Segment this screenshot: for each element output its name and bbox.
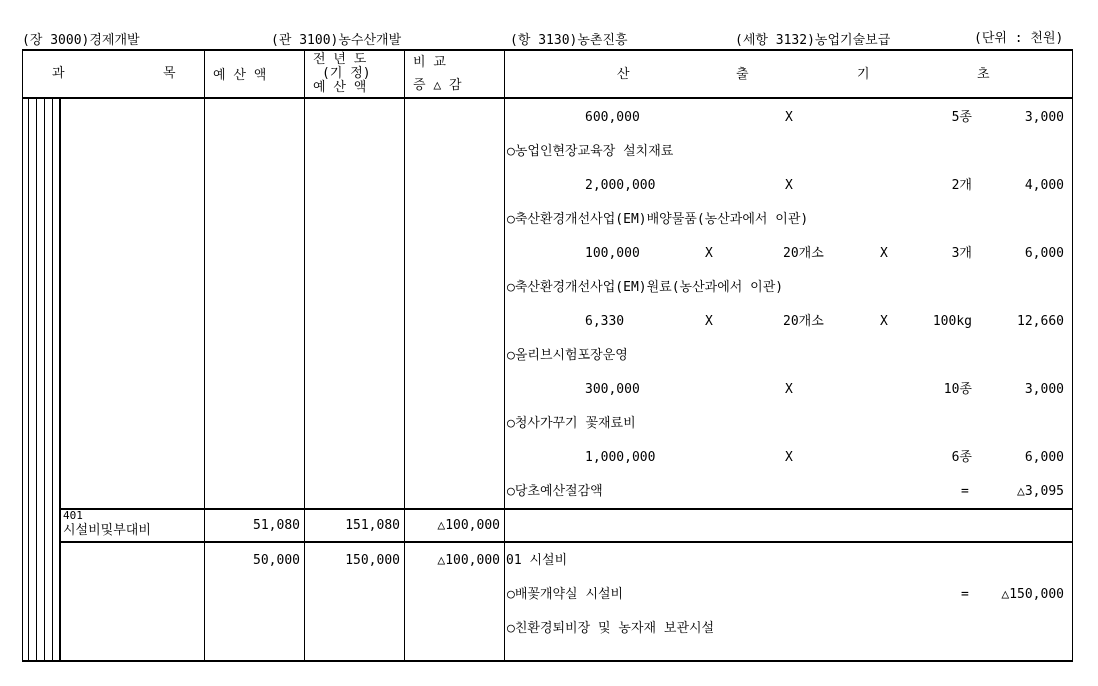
calc-amount: △150,000 (1001, 587, 1064, 602)
calc-quantity: 3개 (951, 246, 972, 261)
calc-amount: 6,000 (1024, 246, 1064, 261)
calc-multiply: X (880, 314, 888, 329)
subsection-diff: △100,000 (437, 553, 500, 568)
calc-multiply: X (705, 246, 713, 261)
calc-item-label: ○축산환경개선사업(EM)원료(농산과에서 이관) (507, 280, 784, 295)
header-prev-1: 전 년 도 (313, 52, 367, 67)
calc-unit-price: 6,330 (585, 314, 625, 329)
calc-unit-price: 600,000 (585, 110, 640, 125)
calc-multiply: X (705, 314, 713, 329)
section-diff: △100,000 (437, 518, 500, 533)
calc-item-label: ○축산환경개선사업(EM)배양물품(농산과에서 이관) (507, 212, 809, 227)
section-budget: 51,080 (253, 518, 300, 533)
calc-item-label: ○농업인현장교육장 설치재료 (507, 144, 674, 159)
header-compare-2: 증 △ 감 (413, 78, 462, 93)
calc-multiply: X (785, 178, 793, 193)
header-gwamok-2: 목 (163, 66, 176, 81)
section-name: 시설비및부대비 (63, 523, 151, 538)
calc-amount: 12,660 (1017, 314, 1064, 329)
subsection-title: 01 시설비 (506, 553, 568, 568)
calc-equals: = (961, 484, 969, 499)
calc-multiply: X (880, 246, 888, 261)
calc-item-label: ○청사가꾸기 꽃재료비 (507, 416, 636, 431)
calc-quantity: 10종 (943, 382, 972, 397)
header-calc-2: 출 (736, 67, 749, 82)
calc-item-label: ○배꽃개약실 시설비 (507, 587, 624, 602)
section-code: 401 (63, 509, 83, 522)
subsection-prev-budget: 150,000 (345, 553, 400, 568)
calc-amount: 3,000 (1024, 110, 1064, 125)
calc-item-label: ○친환경퇴비장 및 농자재 보관시설 (507, 621, 715, 636)
calc-quantity: 100kg (932, 314, 972, 329)
section-prev-budget: 151,080 (345, 518, 400, 533)
calc-count: 20개소 (783, 246, 824, 261)
calc-item-label: ○당초예산절감액 (507, 484, 603, 499)
header-calc-4: 초 (977, 67, 990, 82)
header-gwamok-1: 과 (52, 66, 65, 81)
header-prev-2: (기 정) (322, 66, 371, 81)
calc-amount: 6,000 (1024, 450, 1064, 465)
calc-multiply: X (785, 110, 793, 125)
calc-quantity: 5종 (951, 110, 972, 125)
calc-quantity: 2개 (951, 178, 972, 193)
calc-count: 20개소 (783, 314, 824, 329)
gwan-label: (관 3100)농수산개발 (271, 33, 402, 48)
header-budget: 예 산 액 (213, 68, 267, 83)
hang-label: (항 3130)농촌진흥 (510, 33, 628, 48)
jang-label: (장 3000)경제개발 (22, 33, 140, 48)
calc-unit-price: 2,000,000 (585, 178, 656, 193)
calc-item-label: ○올리브시험포장운영 (507, 348, 628, 363)
calc-amount: 3,000 (1024, 382, 1064, 397)
calc-unit-price: 1,000,000 (585, 450, 656, 465)
unit-label: (단위 : 천원) (974, 31, 1064, 46)
sehang-label: (세항 3132)농업기술보급 (735, 33, 891, 48)
calc-amount: △3,095 (1017, 484, 1064, 499)
header-prev-3: 예 산 액 (313, 80, 367, 95)
calc-equals: = (961, 587, 969, 602)
subsection-budget: 50,000 (253, 553, 300, 568)
calc-amount: 4,000 (1024, 178, 1064, 193)
calc-quantity: 6종 (951, 450, 972, 465)
header-compare-1: 비 교 (413, 55, 446, 70)
calc-unit-price: 300,000 (585, 382, 640, 397)
header-calc-3: 기 (857, 67, 870, 82)
calc-unit-price: 100,000 (585, 246, 640, 261)
header-calc-1: 산 (617, 67, 630, 82)
calc-multiply: X (785, 450, 793, 465)
calc-multiply: X (785, 382, 793, 397)
